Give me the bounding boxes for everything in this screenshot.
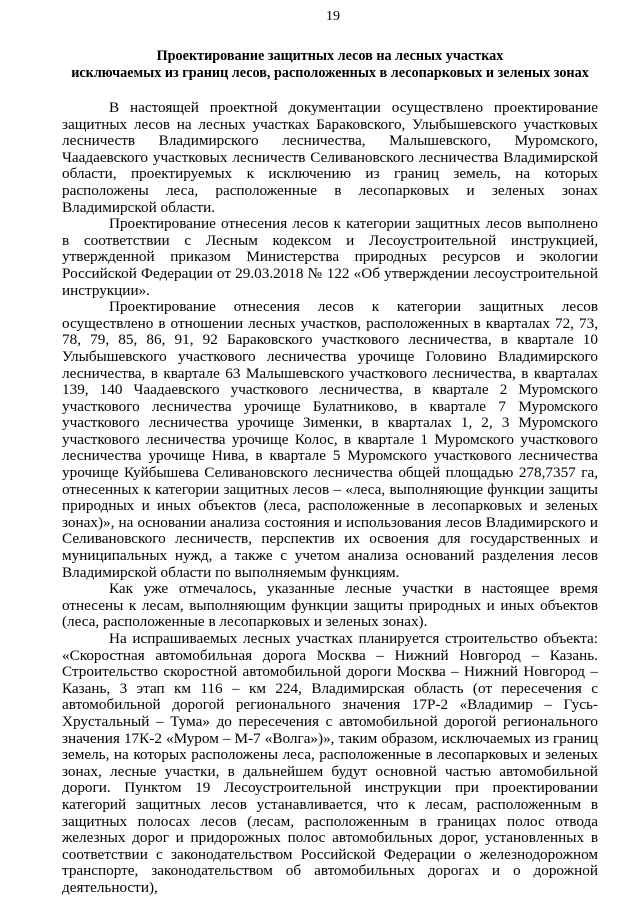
page-number: 19 <box>326 9 340 24</box>
document-page <box>62 8 598 897</box>
section-title <box>62 48 598 82</box>
paragraph-2: Проектирование отнесения лесов к категории защитных лесов выполнено в соответствии с Лесным кодексом и Лесоустроительной инструкцией, утвержденной приказом Министерства природных ресурсов и экологии Российской Федерации от 29.03.2018 № 122 «Об утверждении лесоустроительной инструкции». <box>62 215 598 299</box>
paragraph-4: Как уже отмечалось, указанные лесные участки в настоящее время отнесены к лесам, выполняющим функции защиты природных и иных объектов (леса, расположенные в лесопарковых и зеленых зонах). <box>62 580 598 631</box>
paragraph-5: На испрашиваемых лесных участках планируется строительство объекта: «Скоростная автомобильная дорога Москва – Нижний Новгород – Казань. Строительство скоростной автомобильной дороги Москва – Нижний Новгород – Казань, 3 этап км 116 – км 224, Владимирская область (от пересечения с автомобильной дорогой регионального значения 17Р-2 «Владимир – Гусь-Хрустальный – Тума» до пересечения с автомобильной дорогой регионального значения 17К-2 «Муром – М-7 «Волга»)», таким образом, исключаемых из границ земель, на которых расположены леса, расположенные в лесопарковых и зеленых зонах, лесные участки, в дальнейшем будут основной частью автомобильной дороги. Пунктом 19 Лесоустроительной инструкции при проектировании категорий защитных лесов устанавливается, что к лесам, расположенным в защитных полосах лесов (лесам, расположенным в границах полос отвода железных дорог и придорожных полос автомобильных дорог, установленных в соответствии с законодательством Российской Федерации о железнодорожном транспорте, законодательством об автомобильных дорогах и о дорожной деятельности), <box>62 630 598 896</box>
paragraph-1: В настоящей проектной документации осуществлено проектирование защитных лесов на лесных участках Бараковского, Улыбышевского участковых лесничеств Владимирского лесничества, Малышевского, Муромского, Чаадаевского участковых лесничеств Селивановского лесничества Владимирской области, проектируемых к исключению из границ земель, на которых расположены леса, расположенные в лесопарковых и зеленых зонах Владимирской области. <box>62 99 598 216</box>
paragraph-3: Проектирование отнесения лесов к категории защитных лесов осуществлено в отношении лесных участков, расположенных в кварталах 72, 73, 78, 79, 85, 86, 91, 92 Бараковского участкового лесничества, в квартале 10 Улыбышевского участкового лесничества урочище Головино Владимирского лесничества, в квартале 63 Малышевского участкового лесничества, в кварталах 139, 140 Чаадаевского участкового лесничества, в квартале 2 Муромского участкового лесничества урочище Булатниково, в квартале 7 Муромского участкового лесничества урочище Зименки, в кварталах 1, 2, 3 Муромского участкового лесничества урочище Колос, в квартале 1 Муромского участкового лесничества урочище Нива, в квартале 5 Муромского участкового лесничества урочище Куйбышева Селивановского лесничества общей площадью 278,7357 га, отнесенных к категории защитных лесов – «леса, выполняющие функции защиты природных и иных объектов (леса, расположенные в лесопарковых и зеленых зонах)», на основании анализа состояния и использования лесов Владимирского и Селивановского лесничеств, перспектив их освоения для государственных и муниципальных нужд, а также с учетом анализа оснований разделения лесов Владимирской области по выполняемым функциям. <box>62 298 598 581</box>
section-title-line-2: исключаемых из границ лесов, расположенных в лесопарковых и зеленых зонах <box>71 65 589 81</box>
section-title-line-1: Проектирование защитных лесов на лесных участках <box>156 48 504 64</box>
